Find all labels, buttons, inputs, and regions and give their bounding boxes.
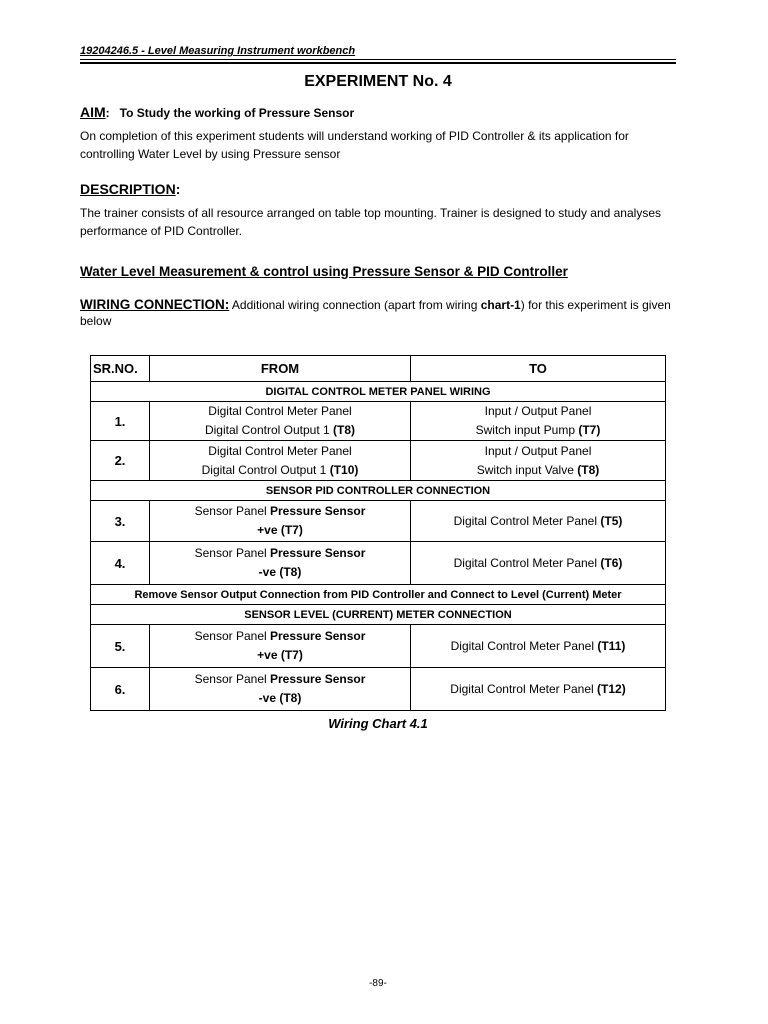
row-to <box>411 668 666 711</box>
header-from: FROM <box>150 356 411 382</box>
from-terminal: (T8) <box>333 423 356 437</box>
wiring-intro <box>80 297 676 329</box>
to-text: Digital Control Meter Panel <box>453 514 598 528</box>
from-line-2 <box>154 563 406 582</box>
to-terminal: (T5) <box>600 514 623 528</box>
from-line-2 <box>154 461 406 480</box>
table-section-row <box>91 605 666 625</box>
from-sensor: Pressure Sensor <box>270 546 366 560</box>
from-terminal: (T10) <box>329 462 359 477</box>
aim-line: AIM: To Study the working of Pressure Sensor <box>80 104 355 120</box>
description-heading: DESCRIPTION: <box>80 181 181 197</box>
row-sr: 1. <box>91 402 150 441</box>
wiring-label: WIRING CONNECTION: <box>80 297 230 312</box>
header-rule-thin <box>80 59 676 60</box>
from-line-1 <box>154 627 406 646</box>
table-row <box>91 668 666 711</box>
table-caption: Wiring Chart 4.1 <box>328 716 428 731</box>
row-from <box>150 402 411 441</box>
row-sr: 6. <box>91 668 150 711</box>
from-terminal: +ve (T7) <box>257 648 303 662</box>
intro-paragraph: On completion of this experiment students will understand working of PID Controller & its application for controlling Water Level by using Pressure sensor <box>80 129 629 161</box>
from-panel: Sensor Panel <box>194 672 267 686</box>
row-to <box>411 501 666 542</box>
table-row <box>91 441 666 481</box>
header-sr: SR.NO. <box>91 356 150 382</box>
from-sensor: Pressure Sensor <box>270 629 366 643</box>
from-terminal: -ve (T8) <box>258 691 302 705</box>
from-line-1 <box>154 544 406 563</box>
row-sr: 4. <box>91 542 150 585</box>
row-to <box>411 402 666 441</box>
from-text: Digital Control Output 1 <box>201 462 327 477</box>
from-line-1 <box>154 670 406 689</box>
from-panel: Sensor Panel <box>194 504 267 518</box>
aim-label: AIM <box>80 104 106 120</box>
row-from <box>150 542 411 585</box>
to-terminal: (T11) <box>597 639 626 653</box>
table-header-row <box>91 356 666 382</box>
to-line-2 <box>415 421 661 440</box>
from-line-1 <box>154 502 406 521</box>
from-line-2 <box>154 689 406 708</box>
wiring-chart-table <box>90 355 666 711</box>
wiring-text-after: ) for this experiment is given below <box>80 298 671 328</box>
from-line-2 <box>154 646 406 665</box>
from-panel: Sensor Panel <box>194 629 267 643</box>
section-level-meter: SENSOR LEVEL (CURRENT) METER CONNECTION <box>91 605 666 625</box>
section-digital-control: DIGITAL CONTROL METER PANEL WIRING <box>91 382 666 402</box>
from-line-2 <box>154 421 406 440</box>
to-terminal: (T7) <box>578 423 601 437</box>
row-from <box>150 501 411 542</box>
from-sensor: Pressure Sensor <box>270 672 366 686</box>
page-number: -89- <box>369 978 387 989</box>
row-from <box>150 668 411 711</box>
aim-text: To Study the working of Pressure Sensor <box>119 106 355 120</box>
from-sensor: Pressure Sensor <box>270 504 366 518</box>
from-line-2 <box>154 521 406 540</box>
table-note-row <box>91 585 666 605</box>
row-from <box>150 441 411 481</box>
table-row <box>91 402 666 441</box>
to-terminal: (T8) <box>577 462 600 477</box>
row-from <box>150 625 411 668</box>
description-paragraph: The trainer consists of all resource arranged on table top mounting. Trainer is designed to study and analyses performance of PID Controller. <box>80 206 661 238</box>
to-line-2 <box>415 461 661 480</box>
wiring-chart-ref: chart-1 <box>480 298 521 312</box>
to-text: Digital Control Meter Panel <box>450 639 595 653</box>
from-terminal: -ve (T8) <box>258 565 302 579</box>
section-note: Remove Sensor Output Connection from PID Controller and Connect to Level (Current) Meter <box>91 585 666 605</box>
table-row <box>91 501 666 542</box>
to-terminal: (T6) <box>600 556 623 570</box>
experiment-title: EXPERIMENT No. 4 <box>304 73 452 90</box>
running-header: 19204246.5 - Level Measuring Instrument workbench <box>80 45 356 57</box>
from-terminal: +ve (T7) <box>257 523 303 537</box>
to-terminal: (T12) <box>597 682 626 696</box>
row-to <box>411 441 666 481</box>
to-line-1: Input / Output Panel <box>484 443 592 458</box>
to-text: Digital Control Meter Panel <box>450 682 594 696</box>
table-row <box>91 625 666 668</box>
header-rule-thick <box>80 62 676 64</box>
to-text: Switch input Pump <box>475 423 576 437</box>
section-sensor-pid: SENSOR PID CONTROLLER CONNECTION <box>91 481 666 501</box>
row-to <box>411 542 666 585</box>
wiring-text-before: Additional wiring connection (apart from wiring <box>231 298 478 312</box>
row-to <box>411 625 666 668</box>
row-sr: 5. <box>91 625 150 668</box>
row-sr: 3. <box>91 501 150 542</box>
row-sr: 2. <box>91 441 150 481</box>
to-text: Switch input Valve <box>476 462 574 477</box>
to-line-1: Input / Output Panel <box>484 404 592 418</box>
from-text: Digital Control Output 1 <box>204 423 330 437</box>
header-to: TO <box>411 356 666 382</box>
table-section-row <box>91 382 666 402</box>
from-line-1: Digital Control Meter Panel <box>208 404 352 418</box>
from-panel: Sensor Panel <box>194 546 267 560</box>
to-text: Digital Control Meter Panel <box>453 556 598 570</box>
from-line-1: Digital Control Meter Panel <box>208 443 352 458</box>
section-title: Water Level Measurement & control using Pressure Sensor & PID Controller <box>80 264 568 279</box>
description-heading-text: DESCRIPTION <box>80 181 176 197</box>
table-row <box>91 542 666 585</box>
table-section-row <box>91 481 666 501</box>
